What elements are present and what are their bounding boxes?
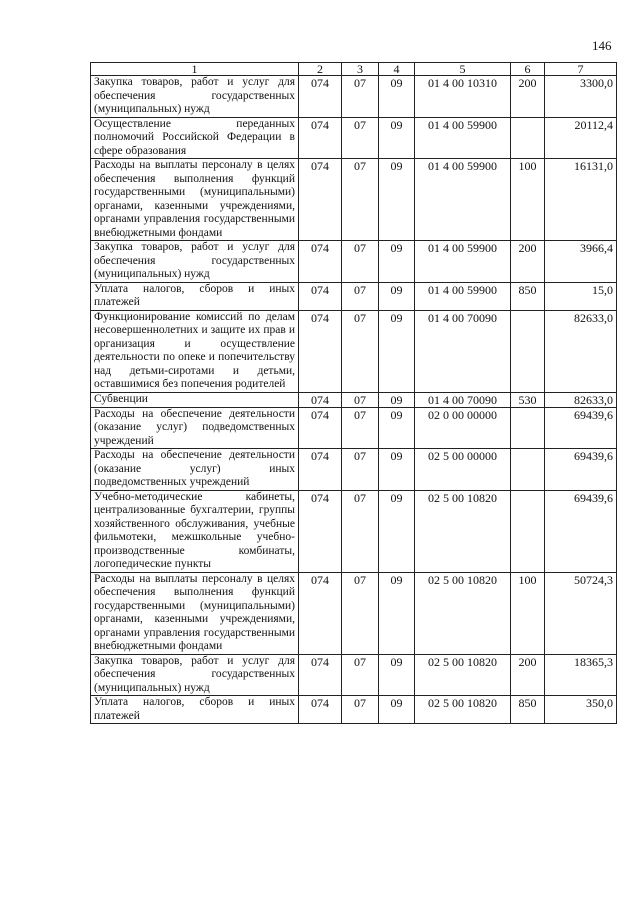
column-header-7: 7	[545, 63, 617, 76]
table-body	[91, 76, 617, 724]
table-row	[91, 159, 617, 241]
department-code-cell: 074	[299, 572, 342, 654]
subsection-code-cell: 09	[379, 654, 415, 696]
department-code-cell: 074	[299, 654, 342, 696]
table-row	[91, 282, 617, 310]
column-header-5: 5	[415, 63, 511, 76]
subsection-code-cell: 09	[379, 76, 415, 118]
amount-cell: 350,0	[545, 696, 617, 724]
table-row	[91, 696, 617, 724]
target-article-cell: 01 4 00 70090	[415, 310, 511, 392]
expense-type-cell	[511, 449, 545, 491]
column-header-2: 2	[299, 63, 342, 76]
target-article-cell: 01 4 00 10310	[415, 76, 511, 118]
subsection-code-cell: 09	[379, 407, 415, 449]
subsection-code-cell: 09	[379, 696, 415, 724]
expense-name-cell: Закупка товаров, работ и услуг для обеспечения государственных (муниципальных) нужд	[91, 76, 299, 118]
section-code-cell: 07	[342, 76, 379, 118]
amount-cell: 69439,6	[545, 490, 617, 572]
table-row	[91, 449, 617, 491]
section-code-cell: 07	[342, 282, 379, 310]
table-row	[91, 241, 617, 283]
department-code-cell: 074	[299, 449, 342, 491]
amount-cell: 82633,0	[545, 392, 617, 407]
department-code-cell: 074	[299, 241, 342, 283]
table-row	[91, 76, 617, 118]
expense-type-cell: 530	[511, 392, 545, 407]
expense-name-cell: Расходы на выплаты персоналу в целях обеспечения выполнения функций государственными (муниципальными) органами, казенными учреждениями, органами управления государственными внебюджетными фондами	[91, 572, 299, 654]
subsection-code-cell: 09	[379, 572, 415, 654]
section-code-cell: 07	[342, 449, 379, 491]
target-article-cell: 01 4 00 59900	[415, 241, 511, 283]
table-row	[91, 654, 617, 696]
section-code-cell: 07	[342, 654, 379, 696]
table-row	[91, 407, 617, 449]
department-code-cell: 074	[299, 696, 342, 724]
table-row	[91, 117, 617, 159]
target-article-cell: 02 5 00 10820	[415, 572, 511, 654]
table-row	[91, 392, 617, 407]
expense-type-cell	[511, 490, 545, 572]
target-article-cell: 02 5 00 10820	[415, 654, 511, 696]
table-row	[91, 572, 617, 654]
department-code-cell: 074	[299, 159, 342, 241]
subsection-code-cell: 09	[379, 490, 415, 572]
column-header-3: 3	[342, 63, 379, 76]
budget-table	[90, 62, 617, 724]
subsection-code-cell: 09	[379, 282, 415, 310]
subsection-code-cell: 09	[379, 117, 415, 159]
expense-name-cell: Расходы на обеспечение деятельности (оказание услуг) иных подведомственных учреждений	[91, 449, 299, 491]
subsection-code-cell: 09	[379, 449, 415, 491]
section-code-cell: 07	[342, 310, 379, 392]
expense-type-cell: 850	[511, 696, 545, 724]
amount-cell: 50724,3	[545, 572, 617, 654]
expense-type-cell	[511, 310, 545, 392]
section-code-cell: 07	[342, 572, 379, 654]
amount-cell: 69439,6	[545, 407, 617, 449]
header-row	[91, 63, 617, 76]
target-article-cell: 01 4 00 59900	[415, 117, 511, 159]
expense-name-cell: Закупка товаров, работ и услуг для обеспечения государственных (муниципальных) нужд	[91, 654, 299, 696]
amount-cell: 15,0	[545, 282, 617, 310]
amount-cell: 69439,6	[545, 449, 617, 491]
amount-cell: 3966,4	[545, 241, 617, 283]
subsection-code-cell: 09	[379, 310, 415, 392]
expense-name-cell: Субвенции	[91, 392, 299, 407]
target-article-cell: 01 4 00 59900	[415, 282, 511, 310]
section-code-cell: 07	[342, 696, 379, 724]
target-article-cell: 02 5 00 10820	[415, 696, 511, 724]
amount-cell: 20112,4	[545, 117, 617, 159]
section-code-cell: 07	[342, 241, 379, 283]
table-row	[91, 490, 617, 572]
department-code-cell: 074	[299, 490, 342, 572]
expense-name-cell: Уплата налогов, сборов и иных платежей	[91, 282, 299, 310]
amount-cell: 18365,3	[545, 654, 617, 696]
expense-type-cell: 200	[511, 654, 545, 696]
subsection-code-cell: 09	[379, 159, 415, 241]
target-article-cell: 01 4 00 59900	[415, 159, 511, 241]
department-code-cell: 074	[299, 76, 342, 118]
subsection-code-cell: 09	[379, 241, 415, 283]
table-row	[91, 310, 617, 392]
department-code-cell: 074	[299, 310, 342, 392]
amount-cell: 82633,0	[545, 310, 617, 392]
column-header-1: 1	[91, 63, 299, 76]
expense-name-cell: Учебно-методические кабинеты, централизованные бухгалтерии, группы хозяйственного обслуживания, учебные фильмотеки, межшкольные учебно-производственные комбинаты, логопедические пункты	[91, 490, 299, 572]
target-article-cell: 02 5 00 00000	[415, 449, 511, 491]
column-header-6: 6	[511, 63, 545, 76]
expense-name-cell: Уплата налогов, сборов и иных платежей	[91, 696, 299, 724]
expense-type-cell: 100	[511, 159, 545, 241]
target-article-cell: 01 4 00 70090	[415, 392, 511, 407]
expense-type-cell	[511, 407, 545, 449]
amount-cell: 3300,0	[545, 76, 617, 118]
expense-name-cell: Закупка товаров, работ и услуг для обеспечения государственных (муниципальных) нужд	[91, 241, 299, 283]
section-code-cell: 07	[342, 392, 379, 407]
section-code-cell: 07	[342, 159, 379, 241]
section-code-cell: 07	[342, 117, 379, 159]
subsection-code-cell: 09	[379, 392, 415, 407]
expense-type-cell: 850	[511, 282, 545, 310]
department-code-cell: 074	[299, 407, 342, 449]
section-code-cell: 07	[342, 490, 379, 572]
column-header-4: 4	[379, 63, 415, 76]
expense-type-cell: 200	[511, 241, 545, 283]
department-code-cell: 074	[299, 117, 342, 159]
page-number: 146	[592, 38, 612, 53]
department-code-cell: 074	[299, 282, 342, 310]
department-code-cell: 074	[299, 392, 342, 407]
target-article-cell: 02 5 00 10820	[415, 490, 511, 572]
expense-type-cell	[511, 117, 545, 159]
expense-name-cell: Осуществление переданных полномочий Российской Федерации в сфере образования	[91, 117, 299, 159]
expense-type-cell: 100	[511, 572, 545, 654]
amount-cell: 16131,0	[545, 159, 617, 241]
expense-name-cell: Расходы на выплаты персоналу в целях обеспечения выполнения функций государственными (муниципальными) органами, казенными учреждениями, органами управления государственными внебюджетными фондами	[91, 159, 299, 241]
expense-type-cell: 200	[511, 76, 545, 118]
target-article-cell: 02 0 00 00000	[415, 407, 511, 449]
section-code-cell: 07	[342, 407, 379, 449]
expense-name-cell: Функционирование комиссий по делам несовершеннолетних и защите их прав и организация и осуществление деятельности по опеке и попечительству над детьми-сиротами и детьми, оставшимися без попечения родителей	[91, 310, 299, 392]
expense-name-cell: Расходы на обеспечение деятельности (оказание услуг) подведомственных учреждений	[91, 407, 299, 449]
